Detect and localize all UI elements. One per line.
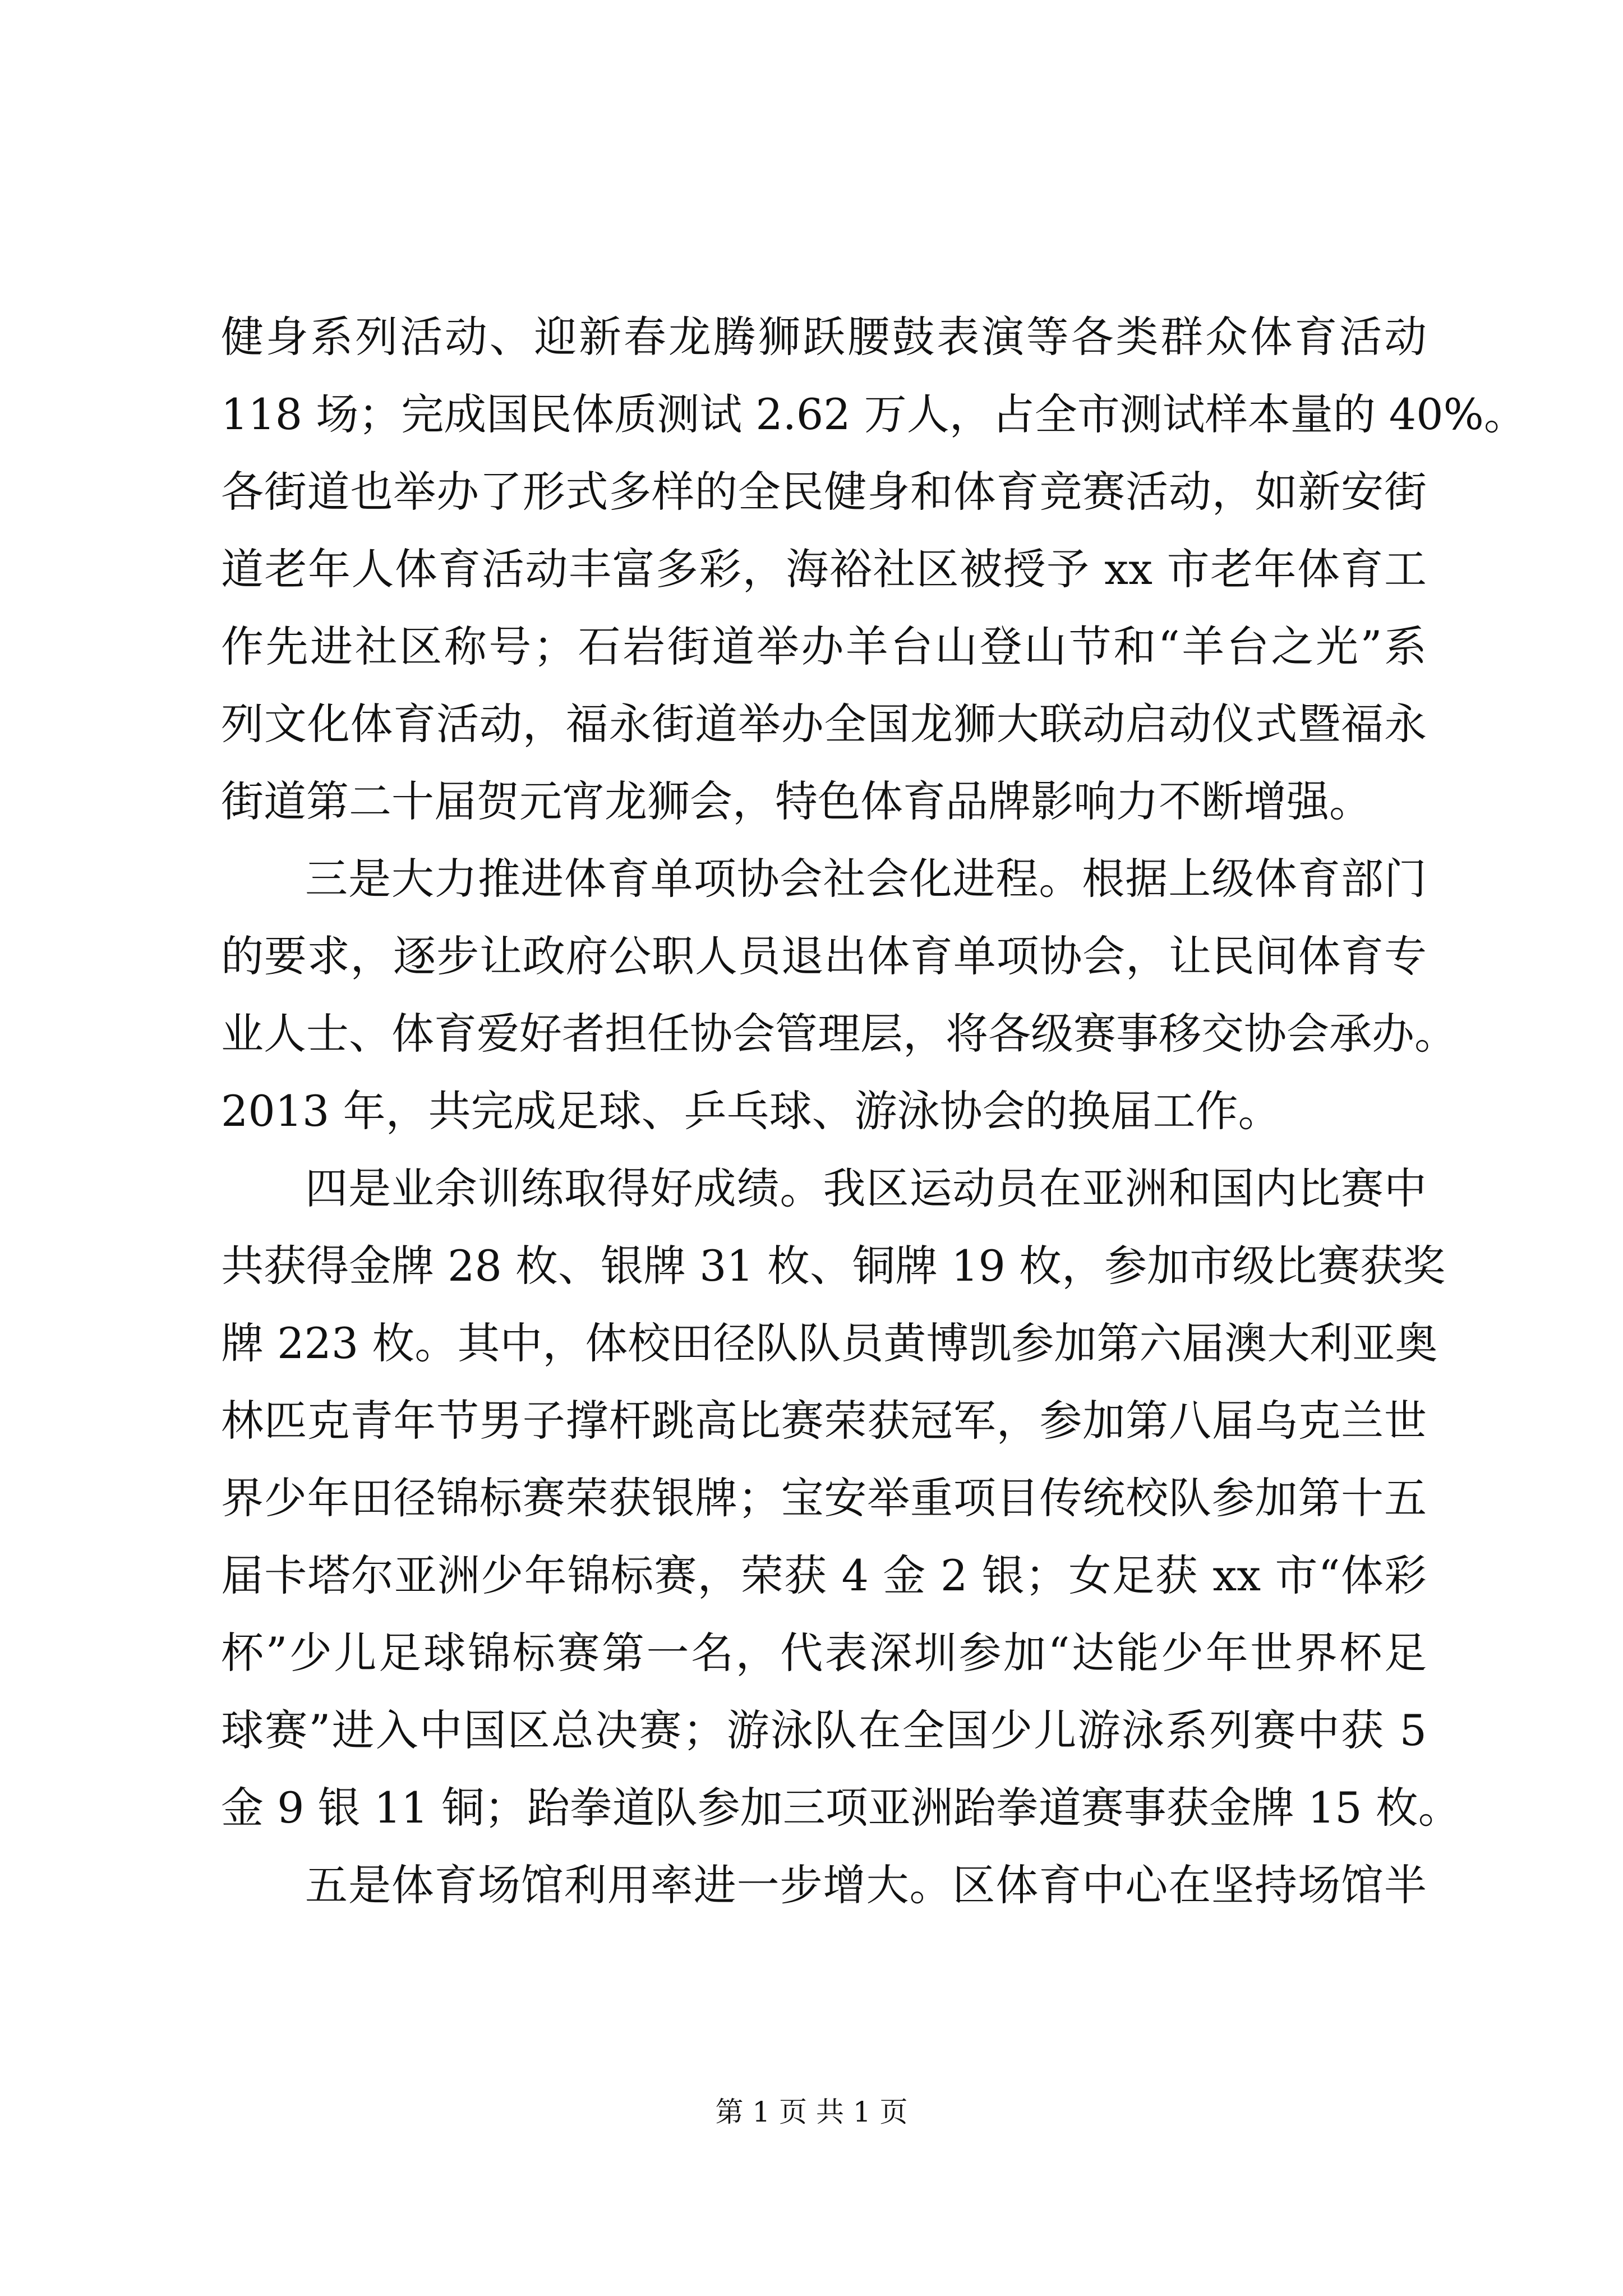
text-line: 杯”少儿足球锦标赛第一名，代表深圳参加“达能少年世界杯足: [221, 1628, 1427, 1678]
text-line: 球赛”进入中国区总决赛；游泳队在全国少儿游泳系列赛中获 5: [221, 1705, 1427, 1755]
text-line: 118 场；完成国民体质测试 2.62 万人，占全市测试样本量的 40%。: [221, 389, 1527, 439]
text-line: 各街道也举办了形式多样的全民健身和体育竞赛活动，如新安街: [221, 467, 1427, 517]
text-line: 的要求，逐步让政府公职人员退出体育单项协会，让民间体育专: [221, 931, 1427, 981]
text-line: 业人士、体育爱好者担任协会管理层，将各级赛事移交协会承办。: [221, 1009, 1457, 1059]
paragraph-first-line: 四是业余训练取得好成绩。我区运动员在亚洲和国内比赛中: [305, 1163, 1427, 1213]
paragraph-first-line: 三是大力推进体育单项协会社会化进程。根据上级体育部门: [305, 854, 1427, 904]
text-line: 道老年人体育活动丰富多彩，海裕社区被授予 xx 市老年体育工: [221, 544, 1427, 594]
text-line: 界少年田径锦标赛荣获银牌；宝安举重项目传统校队参加第十五: [221, 1473, 1427, 1523]
text-line: 列文化体育活动，福永街道举办全国龙狮大联动启动仪式暨福永: [221, 699, 1427, 749]
page-footer: 第 1 页 共 1 页: [715, 2096, 908, 2128]
text-line: 2013 年，共完成足球、乒乓球、游泳协会的换届工作。: [221, 1086, 1281, 1136]
text-line: 届卡塔尔亚洲少年锦标赛，荣获 4 金 2 银；女足获 xx 市“体彩: [221, 1550, 1427, 1600]
text-line: 共获得金牌 28 枚、银牌 31 枚、铜牌 19 枚，参加市级比赛获奖: [221, 1241, 1446, 1291]
text-line: 金 9 银 11 铜；跆拳道队参加三项亚洲跆拳道赛事获金牌 15 枚。: [221, 1783, 1461, 1833]
text-line: 健身系列活动、迎新春龙腾狮跃腰鼓表演等各类群众体育活动: [221, 312, 1427, 362]
paragraph-first-line: 五是体育场馆利用率进一步增大。区体育中心在坚持场馆半: [305, 1860, 1427, 1910]
text-line: 街道第二十届贺元宵龙狮会，特色体育品牌影响力不断增强。: [221, 776, 1372, 826]
text-line: 林匹克青年节男子撑杆跳高比赛荣获冠军，参加第八届乌克兰世: [221, 1396, 1427, 1446]
text-line: 作先进社区称号；石岩街道举办羊台山登山节和“羊台之光”系: [221, 622, 1427, 671]
text-line: 牌 223 枚。其中，体校田径队队员黄博凯参加第六届澳大利亚奥: [221, 1318, 1438, 1368]
